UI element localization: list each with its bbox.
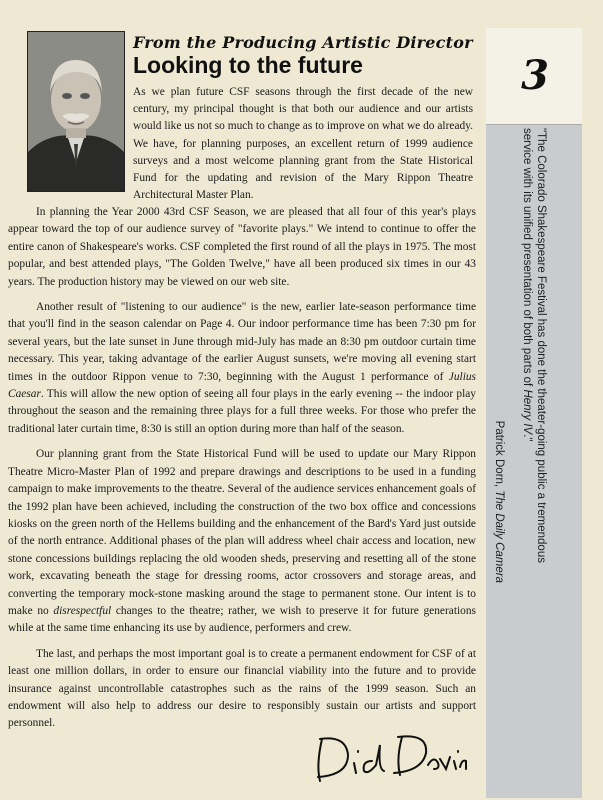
intro-paragraph: As we plan future CSF seasons through the first decade of the new century, my principal thought is that both our audience and our artists would like us not so much to change as to improve on what we do already. We have, for planning purposes, an excellent return of 1999 audience surveys and a most welcome planning grant from the State Historical Fund for the updating and revision of the Mary Rippon Theatre Architectural Master Plan.	[133, 86, 473, 202]
article-headline: Looking to the future	[133, 52, 363, 78]
sidebar-quote-container	[493, 128, 549, 583]
page-number: 3	[521, 52, 549, 99]
body-paragraph: The last, and perhaps the most important goal is to create a permanent endowment for CSF of at least one million dollars, in order to ensure our financial viability into the future and to provide insurance against uncontrollable catastrophes such as the rains of the 1999 season. Such an endowment will also help to address our desire to responsibly sustain our artists and support personnel.	[8, 647, 476, 730]
article-body	[8, 204, 476, 741]
director-portrait-photo	[27, 31, 125, 192]
body-paragraph: Another result of "listening to our audience" is the new, earlier late-season performance time that you'll find in the season calendar on Page 4. Our indoor performance time has been 7:30 pm for several years, but the late sunset in June through mid-July has made an 8:30 pm outdoor curtain time necessary. This year, taking advantage of the earlier August sunsets, we're moving all evening start times in the outdoor Rippon venue to 7:30, beginning with the August 1 performance of Julius Caesar. This will allow the new option of seeing all four plays in the early evening -- the indoor play throughout the season and the remaining three plays for a full three weeks. For those who prefer the traditional later curtain time, 8:30 is still an option during more than half of the season.	[8, 301, 476, 435]
sidebar-quote	[492, 128, 548, 583]
body-paragraph: Our planning grant from the State Historical Fund will be used to update our Mary Rippon Theatre Micro-Master Plan of 1992 and prepare drawings and descriptions to be used in a funding campaign to make improvements to the theatre. Several of the audience services enhancement goals of the 1992 plan have been achieved, including the construction of the two box office and concessions kiosks on the green north of the Hellems building and the enhancement of the Bard's Yard just outside of the north entrance. Additional phases of the plan will address wheel chair access and location, new stone concessions buildings replacing the old wooden sheds, preserving and resetting all of the stone work, excavating beneath the stage for dressing rooms, actor crossovers and storage areas, and converting the temporary mock-stone masking around the stage to permanent stone. Our intent is to make no disrespectful changes to the theatre; rather, we wish to preserve it for future generations while at the same time enhancing its use by audience, performers and crew.	[8, 448, 476, 635]
quote-text: "The Colorado Shakespeare Festival has done the theater-going public a tremendous service with its unified presentation of both parts of Henry IV."	[521, 128, 547, 563]
section-kicker: From the Producing Artistic Director	[133, 33, 473, 52]
handwritten-signature	[310, 725, 470, 792]
quote-attribution: Patrick Dorn, The Daily Camera	[493, 420, 505, 583]
body-paragraph: In planning the Year 2000 43rd CSF Season, we are pleased that all four of this year's plays appear toward the top of our audience survey of "favorite plays." We intend to continue to offer the entire canon of Shakespeare's works. CSF completed the first round of all the plays in 1975. The most popular, and best attended plays, "The Golden Twelve," have all been produced six times in our 43 years. The production history may be viewed on our web site.	[8, 206, 476, 288]
